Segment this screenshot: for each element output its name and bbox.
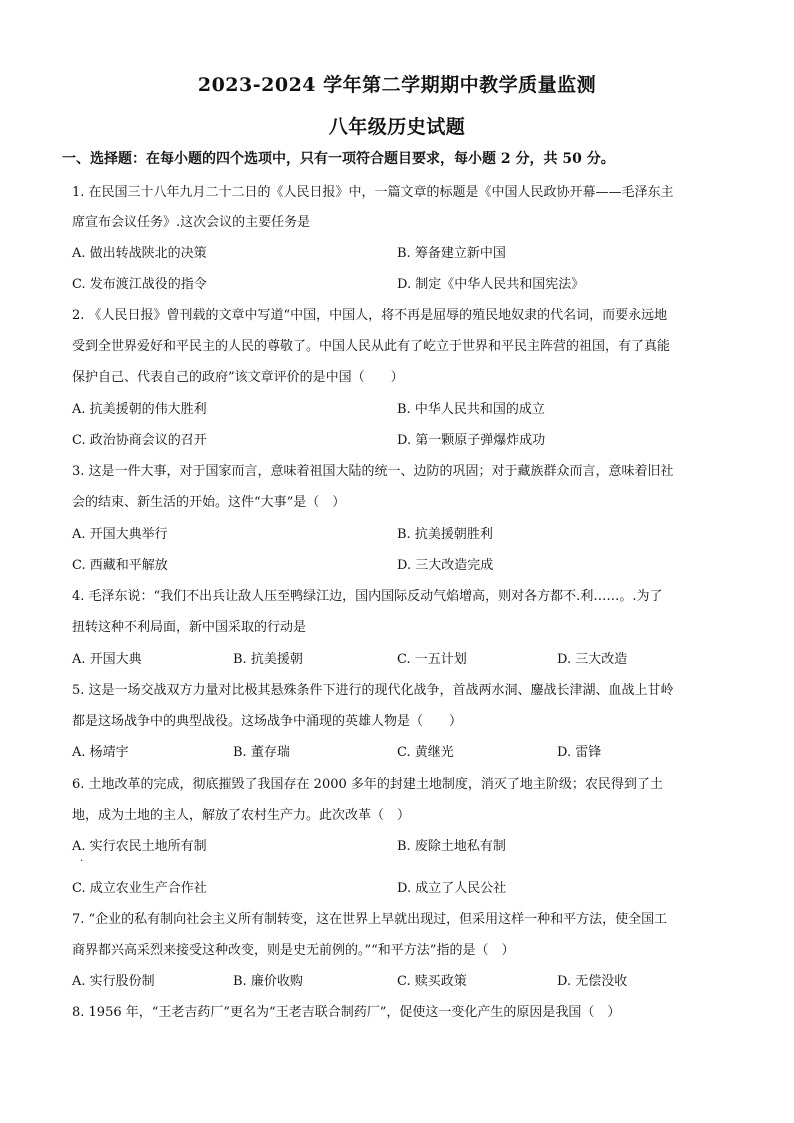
question-6-option-b: B. 废除土地私有制: [397, 839, 506, 854]
question-3-option-c: C. 西藏和平解放: [72, 558, 168, 573]
question-7-option-a: A. 实行股份制: [72, 974, 155, 989]
question-1-option-d: D. 制定《中华人民共和国宪法》: [397, 277, 585, 292]
question-5-stem-line-1: 5. 这是一场交战双方力量对比极其悬殊条件下进行的现代化战争，首战两水洞、鏖战长津湖、血战上甘岭: [72, 683, 674, 698]
question-7-option-b: B. 廉价收购: [233, 974, 303, 989]
question-2-stem-line-2: 受到全世界爱好和平民主的人民的尊敬了。中国人民从此有了屹立于世界和平民主阵营的祖国，有了真能: [72, 339, 671, 354]
question-5-option-c: C. 黄继光: [397, 745, 454, 760]
question-1-stem-line-1: 1. 在民国三十八年九月二十二日的《人民日报》中，一篇文章的标题是《中国人民政协开幕——毛泽东主: [72, 185, 674, 200]
question-7-stem-line-1: 7. “企业的私有制向社会主义所有制转变，这在世界上早就出现过，但采用这样一种和平方法，使全国工: [72, 912, 668, 927]
question-7-option-c: C. 赎买政策: [397, 974, 467, 989]
question-5-stem-line-2: 都是这场战争中的典型战役。这场战争中涌现的英雄人物是（ ）: [72, 714, 463, 729]
question-3-option-a: A. 开国大典举行: [72, 527, 168, 542]
question-2-option-c: C. 政治协商会议的召开: [72, 433, 207, 448]
question-1-option-b: B. 筹备建立新中国: [397, 246, 506, 261]
question-2-option-b: B. 中华人民共和国的成立: [397, 402, 545, 417]
question-7-option-d: D. 无偿没收: [557, 974, 628, 989]
question-2-option-d: D. 第一颗原子弹爆炸成功: [397, 433, 546, 448]
question-6-stem-line-1: 6. 土地改革的完成，彻底摧毁了我国存在 2000 多年的封建土地制度，消灭了地主阶级；农民得到了土: [72, 777, 663, 792]
question-1-stem-line-2: 席宣布会议任务》.这次会议的主要任务是: [72, 215, 311, 230]
exam-subtitle: 八年级历史试题: [328, 116, 466, 138]
section-heading: 一、选择题：在每小题的四个选项中，只有一项符合题目要求，每小题 2 分，共 50 分。: [62, 151, 615, 167]
question-8-stem-line-1: 8. 1956 年，“王老吉药厂”更名为“王老吉联合制药厂”，促使这一变化产生的原因是我国（ ）: [72, 1005, 621, 1020]
question-4-option-d: D. 三大改造: [557, 652, 628, 667]
question-5-option-a: A. 杨靖宇: [72, 745, 129, 760]
question-2-option-a: A. 抗美援朝的伟大胜利: [72, 402, 207, 417]
question-1-option-c: C. 发布渡江战役的指令: [72, 277, 207, 292]
question-4-option-c: C. 一五计划: [397, 652, 467, 667]
question-4-option-a: A. 开国大典: [72, 652, 142, 667]
exam-title: 2023-2024 学年第二学期期中教学质量监测: [197, 74, 597, 96]
question-7-stem-line-2: 商界都兴高采烈来接受这种改变，则是史无前例的。”“和平方法”指的是（ ）: [72, 943, 515, 958]
stray-dot-mark: ·: [80, 856, 84, 867]
question-4-option-b: B. 抗美援朝: [233, 652, 303, 667]
question-2-stem-line-3: 保护自己、代表自己的政府”该文章评价的是中国（ ）: [72, 370, 404, 385]
question-6-option-a: A. 实行农民土地所有制: [72, 839, 207, 854]
question-3-stem-line-2: 会的结束、新生活的开始。这件“大事”是（ ）: [72, 495, 346, 510]
question-6-stem-line-2: 地，成为土地的主人，解放了农村生产力。此次改革（ ）: [72, 808, 411, 823]
question-2-stem-line-1: 2. 《人民日报》曾刊载的文章中写道“中国，中国人，将不再是屈辱的殖民地奴隶的代名词，而要永远地: [72, 308, 668, 323]
question-1-option-a: A. 做出转战陕北的决策: [72, 246, 207, 261]
question-6-option-c: C. 成立农业生产合作社: [72, 881, 207, 896]
question-5-option-b: B. 董存瑞: [233, 745, 290, 760]
question-4-stem-line-2: 扭转这种不利局面，新中国采取的行动是: [72, 620, 307, 635]
question-3-option-b: B. 抗美援朝胜利: [397, 527, 493, 542]
question-4-stem-line-1: 4. 毛泽东说：“我们不出兵让敌人压至鸭绿江边，国内国际反动气焰增高，则对各方都不.利……。.为了: [72, 589, 663, 604]
question-3-stem-line-1: 3. 这是一件大事，对于国家而言，意味着祖国大陆的统一、边防的巩固；对于藏族群众而言，意味着旧社: [72, 464, 674, 479]
question-5-option-d: D. 雷锋: [557, 745, 602, 760]
question-3-option-d: D. 三大改造完成: [397, 558, 494, 573]
question-6-option-d: D. 成立了人民公社: [397, 881, 507, 896]
